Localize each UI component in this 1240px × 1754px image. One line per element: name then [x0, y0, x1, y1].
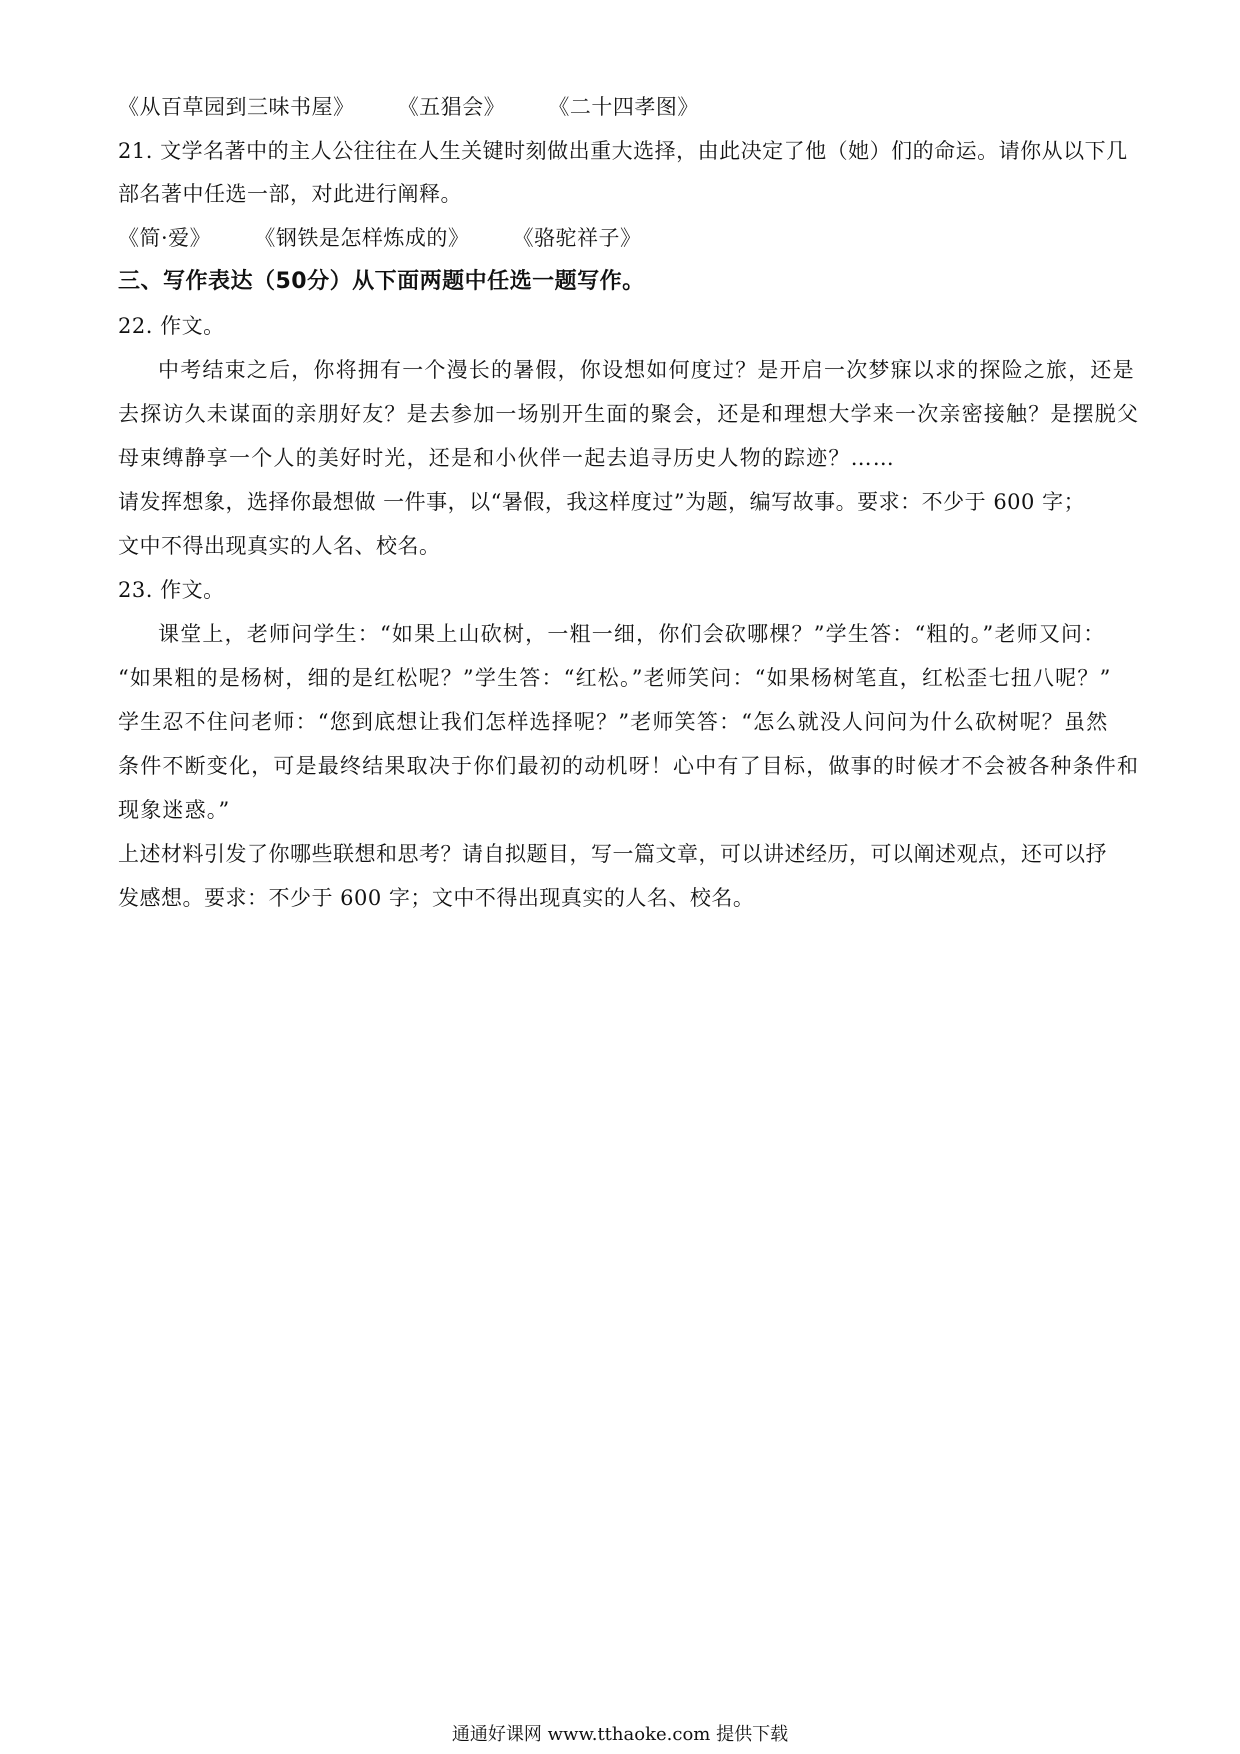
- footer-source: 通通好课网 www.tthaoke.com 提供下载: [451, 1724, 789, 1745]
- book-list-2: [118, 223, 678, 253]
- question-22-prompt-line: 母束缚静享一个人的美好时光，还是和小伙伴一起去追寻历史人物的踪迹？……: [118, 446, 895, 470]
- book-title: 《二十四孝图》: [548, 95, 699, 119]
- book-title: 《从百草园到三味书屋》: [118, 95, 355, 119]
- book-title: 《钢铁是怎样炼成的》: [254, 226, 470, 250]
- question-22-title: 22. 作文。: [118, 314, 225, 338]
- book-title: 《简·爱》: [118, 226, 212, 250]
- question-23-material-line: 课堂上，老师问学生：“如果上山砍树，一粗一细，你们会砍哪棵？”学生答：“粗的。”老师又问：: [158, 622, 1106, 646]
- question-23-material-line: 现象迷惑。”: [118, 798, 231, 822]
- question-23-material-line: 条件不断变化，可是最终结果取决于你们最初的动机呀！心中有了目标，做事的时候才不会被各种条件和: [118, 754, 1140, 778]
- question-23-title: 23. 作文。: [118, 578, 225, 602]
- question-21-line-2: 部名著中任选一部，对此进行阐释。: [118, 182, 462, 206]
- question-22-prompt-line: 去探访久未谋面的亲朋好友？是去参加一场别开生面的聚会，还是和理想大学来一次亲密接触？是摆脱父: [118, 402, 1140, 426]
- question-23-material-line: 学生忍不住问老师：“您到底想让我们怎样选择呢？”老师笑答：“怎么就没人问问为什么砍树呢？虽然: [118, 710, 1109, 734]
- book-list-1: [118, 92, 735, 122]
- section-3-heading: 三、写作表达（50分）从下面两题中任选一题写作。: [118, 269, 645, 294]
- book-title: 《骆驼祥子》: [512, 226, 642, 250]
- question-22-prompt-line: 中考结束之后，你将拥有一个漫长的暑假，你设想如何度过？是开启一次梦寐以求的探险之旅，还是: [158, 358, 1135, 382]
- question-22-requirement-line: 请发挥想象，选择你最想做 一件事，以“暑假，我这样度过”为题，编写故事。要求：不少于 600 字；: [118, 490, 1086, 514]
- question-21-line-1: 21. 文学名著中的主人公往往在人生关键时刻做出重大选择，由此决定了他（她）们的命运。请你从以下几: [118, 139, 1128, 163]
- question-22-requirement-line: 文中不得出现真实的人名、校名。: [118, 534, 441, 558]
- question-23-requirement-line: 上述材料引发了你哪些联想和思考？请自拟题目，写一篇文章，可以讲述经历，可以阐述观点，还可以抒: [118, 842, 1107, 866]
- book-title: 《五猖会》: [397, 95, 506, 119]
- question-23-requirement-line: 发感想。要求：不少于 600 字；文中不得出现真实的人名、校名。: [118, 886, 755, 910]
- question-23-material-line: “如果粗的是杨树，细的是红松呢？”学生答：“红松。”老师笑问：“如果杨树笔直，红松歪七扭八呢？”: [118, 666, 1112, 690]
